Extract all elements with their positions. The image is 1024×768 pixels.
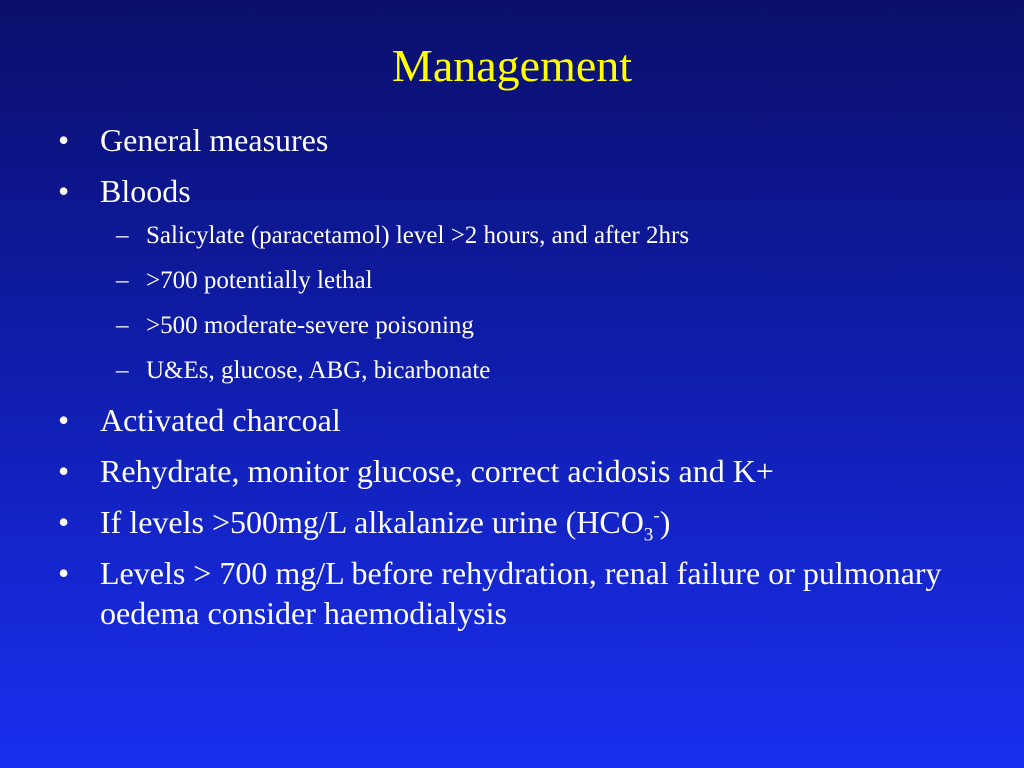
bullet-list: [58, 120, 978, 644]
bullet-text: Rehydrate, monitor glucose, correct acidosis and K+: [100, 453, 774, 489]
bullet-text-before: If levels >500mg/L alkalanize urine (HCO: [100, 504, 644, 540]
sub-bullet-text: >500 moderate-severe poisoning: [146, 312, 474, 339]
sub-bullet-marker: –: [116, 357, 129, 384]
bullet-item: [58, 553, 978, 633]
sub-bullet-marker: –: [116, 312, 129, 339]
sub-bullet-item: [116, 355, 978, 387]
bullet-marker: •: [58, 173, 70, 209]
bullet-text: Levels > 700 mg/L before rehydration, renal failure or pulmonary oedema consider haemodialysis: [100, 555, 942, 631]
subscript-text: 3: [643, 524, 654, 546]
bullet-marker: •: [58, 122, 70, 158]
sub-bullet-marker: –: [116, 267, 129, 294]
bullet-text-after: ): [659, 504, 671, 540]
bullet-text: Bloods: [100, 173, 191, 209]
bullet-text: Activated charcoal: [100, 402, 341, 438]
bullet-item: [58, 120, 978, 160]
sub-bullet-item: [116, 265, 978, 297]
bullet-marker: •: [58, 504, 70, 540]
blood-subitems: [116, 220, 978, 387]
sub-bullet-text: >700 potentially lethal: [146, 267, 373, 294]
bullet-item: [58, 502, 978, 546]
bullet-marker: •: [58, 402, 70, 438]
bullet-marker: •: [58, 555, 70, 591]
bullet-text: [100, 504, 671, 546]
sub-bullet-item: [116, 310, 978, 342]
bullet-text: General measures: [100, 122, 329, 158]
slide-title: Management: [391, 40, 633, 91]
superscript-text: -: [653, 505, 660, 527]
sub-bullet-item: [116, 220, 978, 252]
sub-bullet-text: U&Es, glucose, ABG, bicarbonate: [146, 357, 491, 384]
bullet-item: [58, 451, 978, 491]
bullet-item: [58, 400, 978, 440]
sub-bullet-text: Salicylate (paracetamol) level >2 hours, and after 2hrs: [146, 222, 690, 249]
bullet-item: [58, 171, 978, 211]
sub-bullet-marker: –: [116, 222, 129, 249]
bullet-marker: •: [58, 453, 70, 489]
